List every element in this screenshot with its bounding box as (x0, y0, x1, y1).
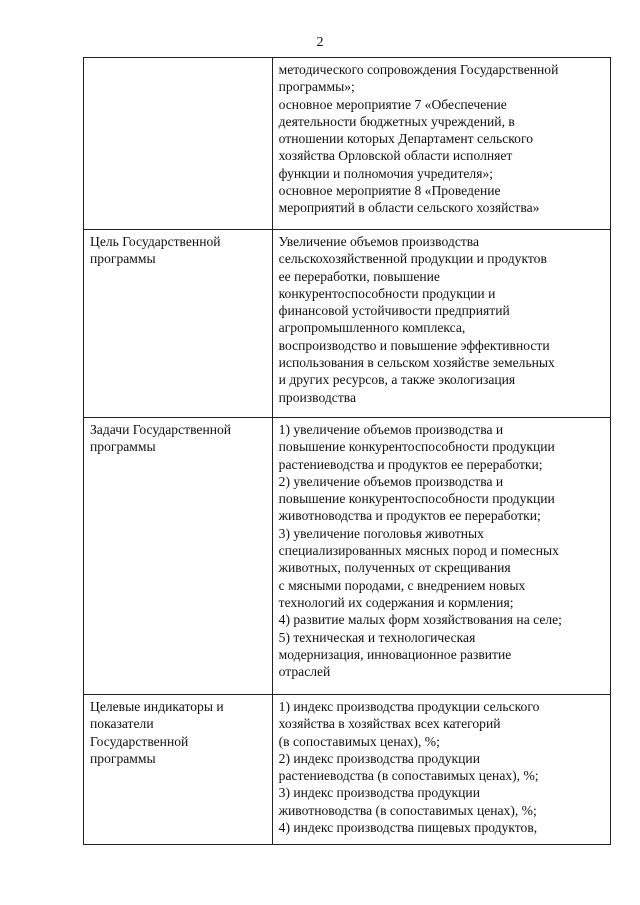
text-line: 3) увеличение поголовья животных (278, 525, 484, 541)
label-line: Цель Государственной (90, 234, 221, 249)
row-content-cell (272, 58, 610, 230)
text-line: 5) техническая и технологическая (278, 629, 476, 645)
text-line: 1) индекс производства продукции сельского (278, 699, 540, 714)
text-line: агропромышленного комплекса, (278, 320, 466, 336)
text-line: производства (278, 389, 357, 405)
row-content-cell (272, 418, 610, 695)
label-line: показатели (90, 716, 154, 732)
text-line: повышение конкурентоспособности продукции (278, 491, 555, 507)
text-line: растениеводства и продуктов ее переработки; (278, 456, 543, 472)
label-line: программы (90, 251, 156, 267)
text-line: методического сопровождения Государственной (278, 62, 559, 77)
label-line: Задачи Государственной (90, 422, 232, 437)
label-line: Целевые индикаторы и (90, 699, 224, 714)
text-line: 4) индекс производства пищевых продуктов, (278, 820, 538, 836)
text-line: использования в сельском хозяйстве земельных (278, 355, 555, 371)
text-line: и других ресурсов, а также экологизация (278, 372, 516, 388)
text-line: 3) индекс производства продукции (278, 785, 480, 801)
row-content-cell (272, 230, 610, 418)
text-line: (в сопоставимых ценах), %; (278, 733, 440, 749)
table-row (84, 58, 611, 230)
text-line: 4) развитие малых форм хозяйствования на селе; (278, 612, 562, 628)
text-line: Увеличение объемов производства (278, 234, 480, 249)
text-line: ее переработки, повышение (278, 268, 440, 284)
row-label-cell (84, 230, 273, 418)
program-passport-table (83, 57, 611, 845)
text-line: мероприятий в области сельского хозяйства» (278, 200, 540, 216)
label-line: программы (90, 439, 156, 455)
text-line: финансовой устойчивости предприятий (278, 303, 510, 319)
text-line: программы»; (278, 79, 355, 95)
text-line: хозяйства Орловской области исполняет (278, 148, 513, 164)
text-line: сельскохозяйственной продукции и продуктов (278, 251, 547, 267)
text-line: основное мероприятие 8 «Проведение (278, 183, 501, 199)
table-row (84, 695, 611, 845)
text-line: технологий их содержания и кормления; (278, 594, 514, 610)
text-line: отраслей (278, 664, 331, 680)
text-line: воспроизводство и повышение эффективности (278, 337, 550, 353)
text-line: с мясными породами, с внедрением новых (278, 577, 526, 593)
text-line: животноводства (в сопоставимых ценах), %; (278, 802, 537, 818)
text-line: отношении которых Департамент сельского (278, 131, 533, 147)
text-line: животноводства и продуктов ее переработки; (278, 508, 541, 524)
page-number: 2 (316, 35, 324, 50)
row-label-cell (84, 695, 273, 845)
text-line: деятельности бюджетных учреждений, в (278, 113, 515, 129)
text-line: 2) индекс производства продукции (278, 750, 480, 766)
text-line: функции и полномочия учредителя»; (278, 165, 494, 181)
label-line: Государственной (90, 733, 189, 749)
text-line: модернизация, инновационное развитие (278, 646, 512, 662)
text-line: 2) увеличение объемов производства и (278, 473, 504, 489)
text-line: 1) увеличение объемов производства и (278, 422, 504, 437)
text-line: основное мероприятие 7 «Обеспечение (278, 96, 507, 112)
text-line: хозяйства в хозяйствах всех категорий (278, 716, 501, 732)
row-label-cell (84, 418, 273, 695)
label-line: программы (90, 750, 156, 766)
text-line: животных, полученных от скрещивания (278, 560, 511, 576)
text-line: растениеводства (в сопоставимых ценах), %; (278, 768, 539, 784)
table-row (84, 230, 611, 418)
row-content-cell (272, 695, 610, 845)
text-line: конкурентоспособности продукции и (278, 285, 496, 301)
row-label-cell (84, 58, 273, 230)
text-line: повышение конкурентоспособности продукции (278, 439, 555, 455)
text-line: специализированных мясных пород и помесных (278, 543, 559, 559)
table-row (84, 418, 611, 695)
